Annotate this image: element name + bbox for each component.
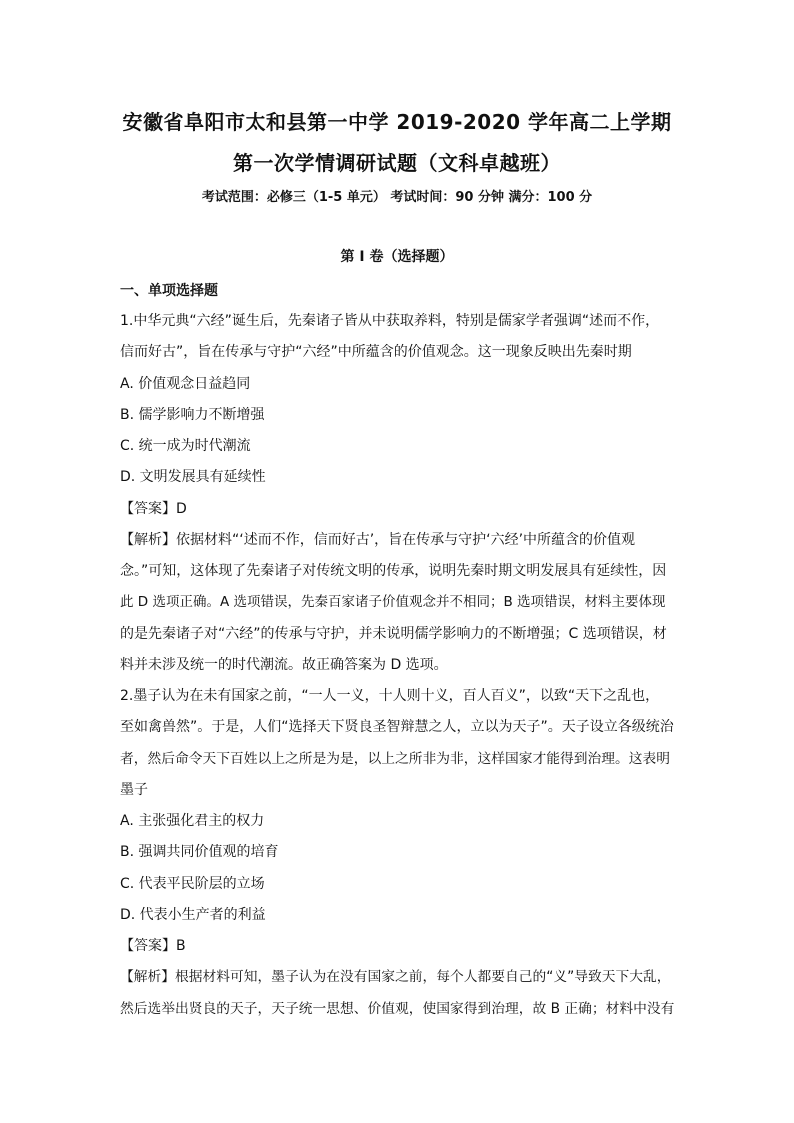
q2-stem-line2: 至如禽兽然”。于是，人们“选择天下贤良圣智辩慧之人，立以为天子”。天子设立各级统治: [120, 719, 674, 735]
part-heading: 一、单项选择题: [120, 283, 218, 299]
document-title-line2: 第一次学情调研试题（文科卓越班）: [233, 151, 561, 175]
q1-explanation-line4: 的是先秦诸子对“六经”的传承与守护，并未说明儒学影响力的不断增强；C 选项错误，材: [120, 626, 667, 642]
q1-explanation-line2: 念。”可知，这体现了先秦诸子对传统文明的传承，说明先秦时期文明发展具有延续性，因: [120, 563, 667, 579]
q1-option-b: B. 儒学影响力不断增强: [120, 407, 265, 423]
exam-info: 考试范围：必修三（1-5 单元） 考试时间：90 分钟 满分：100 分: [201, 190, 593, 205]
q2-stem-line1: 2.墨子认为在未有国家之前，“一人一义，十人则十义，百人百义”，以致“天下之乱也，: [120, 688, 660, 704]
q1-stem-line2: 信而好古”，旨在传承与守护“六经”中所蕴含的价值观念。这一现象反映出先秦时期: [120, 344, 632, 360]
q2-stem-line3: 者，然后命令天下百姓以上之所是为是，以上之所非为非，这样国家才能得到治理。这表明: [120, 751, 671, 767]
q1-option-a: A. 价值观念日益趋同: [120, 376, 251, 392]
q2-answer: 【答案】B: [120, 938, 186, 954]
document-title-line1: 安徽省阜阳市太和县第一中学 2019-2020 学年高二上学期: [122, 110, 672, 134]
q2-option-a: A. 主张强化君主的权力: [120, 813, 265, 829]
q2-option-b: B. 强调共同价值观的培育: [120, 844, 279, 860]
q2-stem-line4: 墨子: [120, 782, 148, 798]
section-title: 第 I 卷（选择题）: [340, 249, 454, 265]
q1-stem-line1: 1.中华元典“六经”诞生后，先秦诸子皆从中获取养料，特别是儒家学者强调“述而不作，: [120, 313, 660, 329]
q1-explanation-line1: 【解析】依据材料“‘述而不作，信而好古’，旨在传承与守护‘六经’中所蕴含的价值观: [120, 532, 636, 548]
q1-option-d: D. 文明发展具有延续性: [120, 469, 266, 485]
q1-option-c: C. 统一成为时代潮流: [120, 438, 251, 454]
q2-explanation-line1: 【解析】根据材料可知，墨子认为在没有国家之前，每个人都要自己的“义”导致天下大乱，: [120, 969, 671, 985]
q2-explanation-line2: 然后选举出贤良的天子，天子统一思想、价值观，使国家得到治理，故 B 正确；材料中没有: [120, 1001, 675, 1017]
q1-explanation-line5: 料并未涉及统一的时代潮流。故正确答案为 D 选项。: [120, 657, 448, 673]
q2-option-c: C. 代表平民阶层的立场: [120, 876, 265, 892]
q1-explanation-line3: 此 D 选项正确。A 选项错误，先秦百家诸子价值观念并不相同；B 选项错误，材料主要体现: [120, 594, 666, 610]
q1-answer: 【答案】D: [120, 501, 187, 517]
q2-option-d: D. 代表小生产者的利益: [120, 907, 266, 923]
